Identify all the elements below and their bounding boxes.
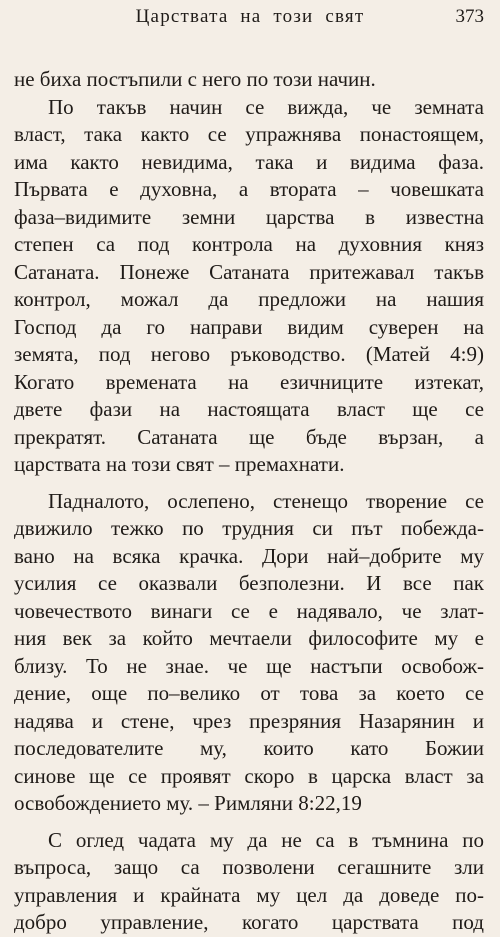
text-line: добро управление, когато царствата под <box>14 910 484 934</box>
text-line: не биха постъпили с него по този начин. <box>14 67 376 91</box>
paragraph <box>14 66 484 94</box>
text-line: Когато времената на езичниците изтекат, <box>14 369 484 394</box>
text-line: освобождението му. – Римляни 8:22,19 <box>14 791 362 815</box>
text-line: прекратят. Сатаната ще бъде вързан, а <box>14 424 484 449</box>
text-line: движило тежко по трудния си път побеждa- <box>14 516 484 540</box>
body-text <box>14 66 484 937</box>
text-line: близу. То не знае. че ще настъпи освобож- <box>14 653 484 678</box>
text-line: По такъв начин се вижда, че земната <box>48 94 484 119</box>
text-line: човечеството винаги се е надявало, че злат- <box>14 598 484 623</box>
text-line: двете фази на настоящата власт ще се <box>14 397 484 421</box>
running-header <box>0 6 500 32</box>
text-line: надява и стене, чрез презряния Назарянин и <box>14 708 484 733</box>
text-line: Господ да го направи видим суверен на <box>14 314 484 339</box>
text-line: ния век за който мечтаели философите му е <box>14 626 484 650</box>
text-line: власт, така както се упражнява понастоящем, <box>14 122 484 146</box>
paragraph-gap <box>14 479 484 488</box>
text-line: контрол, можал да предложи на нашия <box>14 287 484 311</box>
running-title: Царствата на този свят <box>135 6 365 27</box>
text-line: царствата на този свят – премахнати. <box>14 452 345 476</box>
text-line: дение, още по–велико от това за което се <box>14 681 484 705</box>
paragraph <box>14 488 484 818</box>
text-line: последователите му, които като Божии <box>14 736 484 760</box>
text-line: Първата е духовна, а втората – човешката <box>14 177 484 201</box>
paragraph-gap <box>14 818 484 827</box>
text-line: вано на всяка крачка. Дори най–добрите му <box>14 543 484 568</box>
text-line: въпроса, защо са позволени сегашните зли <box>14 855 484 879</box>
page-number: 373 <box>455 6 484 27</box>
text-line: усилия се оказвали безполезни. И все пак <box>14 571 484 595</box>
text-line: управления и крайната му цел да доведе по- <box>14 882 484 907</box>
text-line: С оглед чадата му да не са в тъмнина по <box>48 827 484 852</box>
paragraph <box>14 94 484 479</box>
text-line: земята, под негово ръководство. (Матей 4:9) <box>14 342 484 366</box>
text-line: синове ще се проявят скоро в царска власт за <box>14 763 484 788</box>
paragraph <box>14 827 484 937</box>
text-line: Падналото, ослепено, стенещо творение се <box>48 488 484 513</box>
text-line: степен са под контрола на духовния княз <box>14 232 484 256</box>
text-line: фаза–видимите земни царства в известна <box>14 204 484 229</box>
text-line: има както невидима, така и видима фаза. <box>14 149 484 174</box>
text-line: Сатаната. Понеже Сатаната притежавал такъв <box>14 259 484 284</box>
